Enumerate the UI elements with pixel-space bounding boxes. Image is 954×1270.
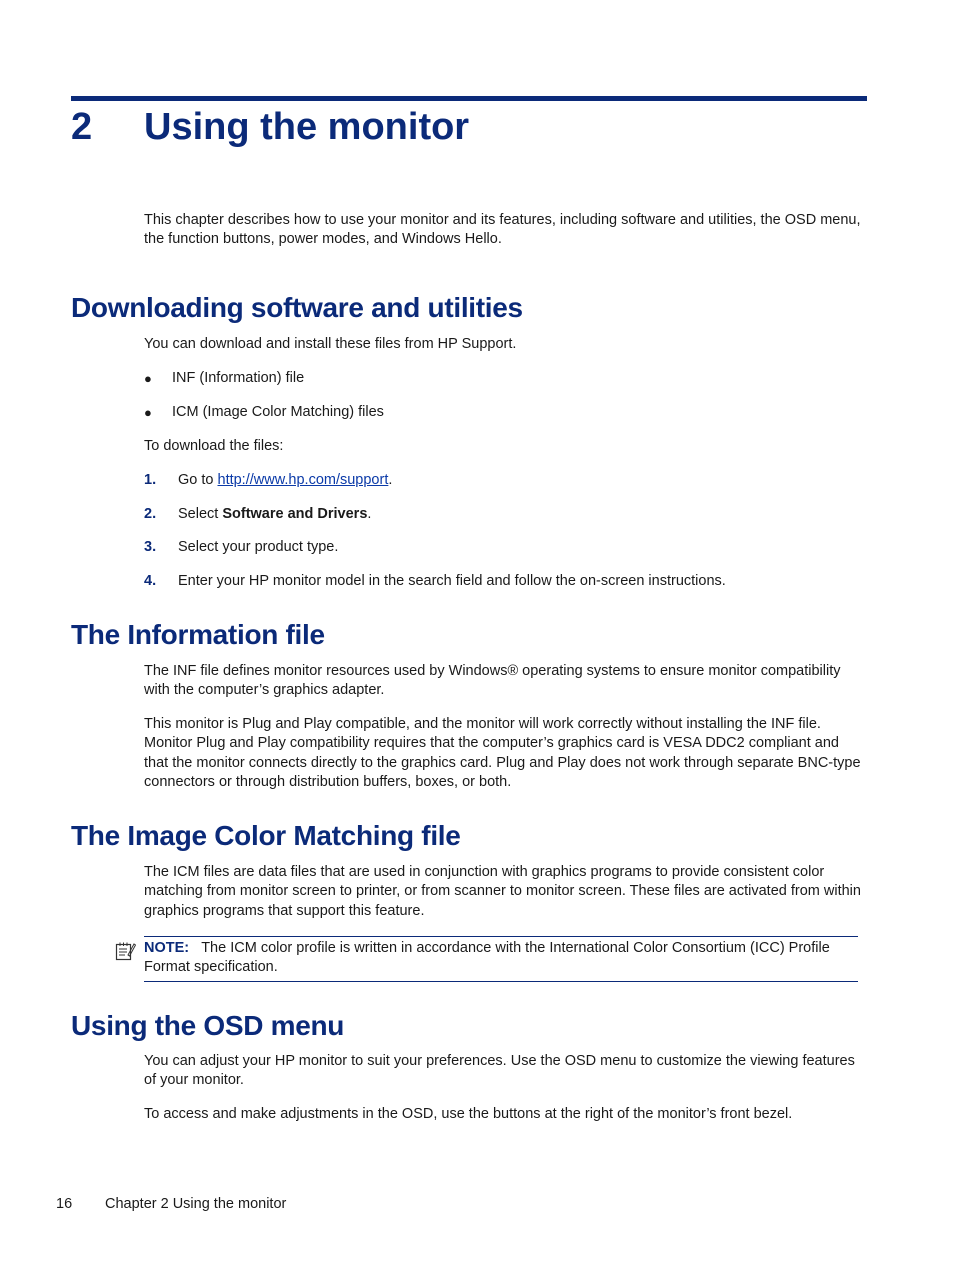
chapter-title: Using the monitor [144, 106, 470, 148]
step-number: 3. [144, 539, 157, 555]
chapter-top-rule [71, 96, 867, 101]
hp-support-link[interactable]: http://www.hp.com/support [217, 472, 389, 488]
information-file-paragraph-2: This monitor is Plug and Play compatible, and the monitor will work correctly without installing the INF file. Monitor Plug and Play compatibility requires that the computer’s graphics card is VESA DDC2 compliant and that the monitor connects directly to the graphics card. Plug and Play does not work through separate BNC-type connectors or through distribution buffers, boxes, or both. [144, 716, 861, 790]
step-text: Select your product type. [178, 539, 339, 555]
downloading-lead: You can download and install these files from HP Support. [144, 336, 517, 352]
steps-lead: To download the files: [144, 438, 284, 454]
heading-icm-file: The Image Color Matching file [71, 820, 461, 851]
note-text: The ICM color profile is written in accordance with the International Color Consortium (ICC) Profile Format specification. [144, 940, 830, 976]
step-text [178, 471, 392, 490]
note-block [144, 939, 844, 978]
note-pad-icon [114, 940, 136, 962]
chapter-intro: This chapter describes how to use your monitor and its features, including software and utilities, the OSD menu, the function buttons, power modes, and Windows Hello. [144, 212, 861, 248]
note-top-rule [144, 936, 858, 937]
bullet-marker: ● [144, 405, 152, 420]
osd-paragraph-2: To access and make adjustments in the OSD, use the buttons at the right of the monitor’s front bezel. [144, 1106, 793, 1122]
note-label: NOTE: [144, 940, 190, 956]
heading-osd-menu: Using the OSD menu [71, 1010, 345, 1041]
chapter-number: 2 [71, 106, 93, 148]
bullet-marker: ● [144, 371, 152, 386]
step-text [178, 505, 371, 524]
step-number: 4. [144, 573, 157, 589]
step-number: 2. [144, 506, 157, 522]
step-text: Enter your HP monitor model in the search field and follow the on-screen instructions. [178, 573, 726, 589]
list-item: INF (Information) file [172, 370, 305, 386]
osd-paragraph-1: You can adjust your HP monitor to suit your preferences. Use the OSD menu to customize the viewing features of your monitor. [144, 1053, 855, 1089]
step-text-pre: Go to [178, 472, 218, 488]
icm-file-paragraph: The ICM files are data files that are used in conjunction with graphics programs to provide consistent color matching from monitor screen to printer, or from scanner to monitor screen. These files are activated from within graphics programs that support this feature. [144, 864, 861, 919]
information-file-paragraph-1: The INF file defines monitor resources used by Windows® operating systems to ensure monitor compatibility with the computer’s graphics adapter. [144, 663, 841, 699]
chapter-heading [71, 106, 469, 149]
step-number: 1. [144, 472, 157, 488]
step-text-pre: Select [178, 506, 223, 522]
software-drivers-label: Software and Drivers [222, 506, 368, 522]
heading-information-file: The Information file [71, 619, 325, 650]
step-text-post: . [388, 472, 393, 488]
note-bottom-rule [144, 981, 858, 982]
page-number: 16 [56, 1196, 73, 1212]
step-text-post: . [367, 506, 372, 522]
list-item: ICM (Image Color Matching) files [172, 404, 384, 420]
heading-downloading: Downloading software and utilities [71, 292, 523, 323]
footer-chapter-label: Chapter 2 Using the monitor [105, 1196, 287, 1212]
